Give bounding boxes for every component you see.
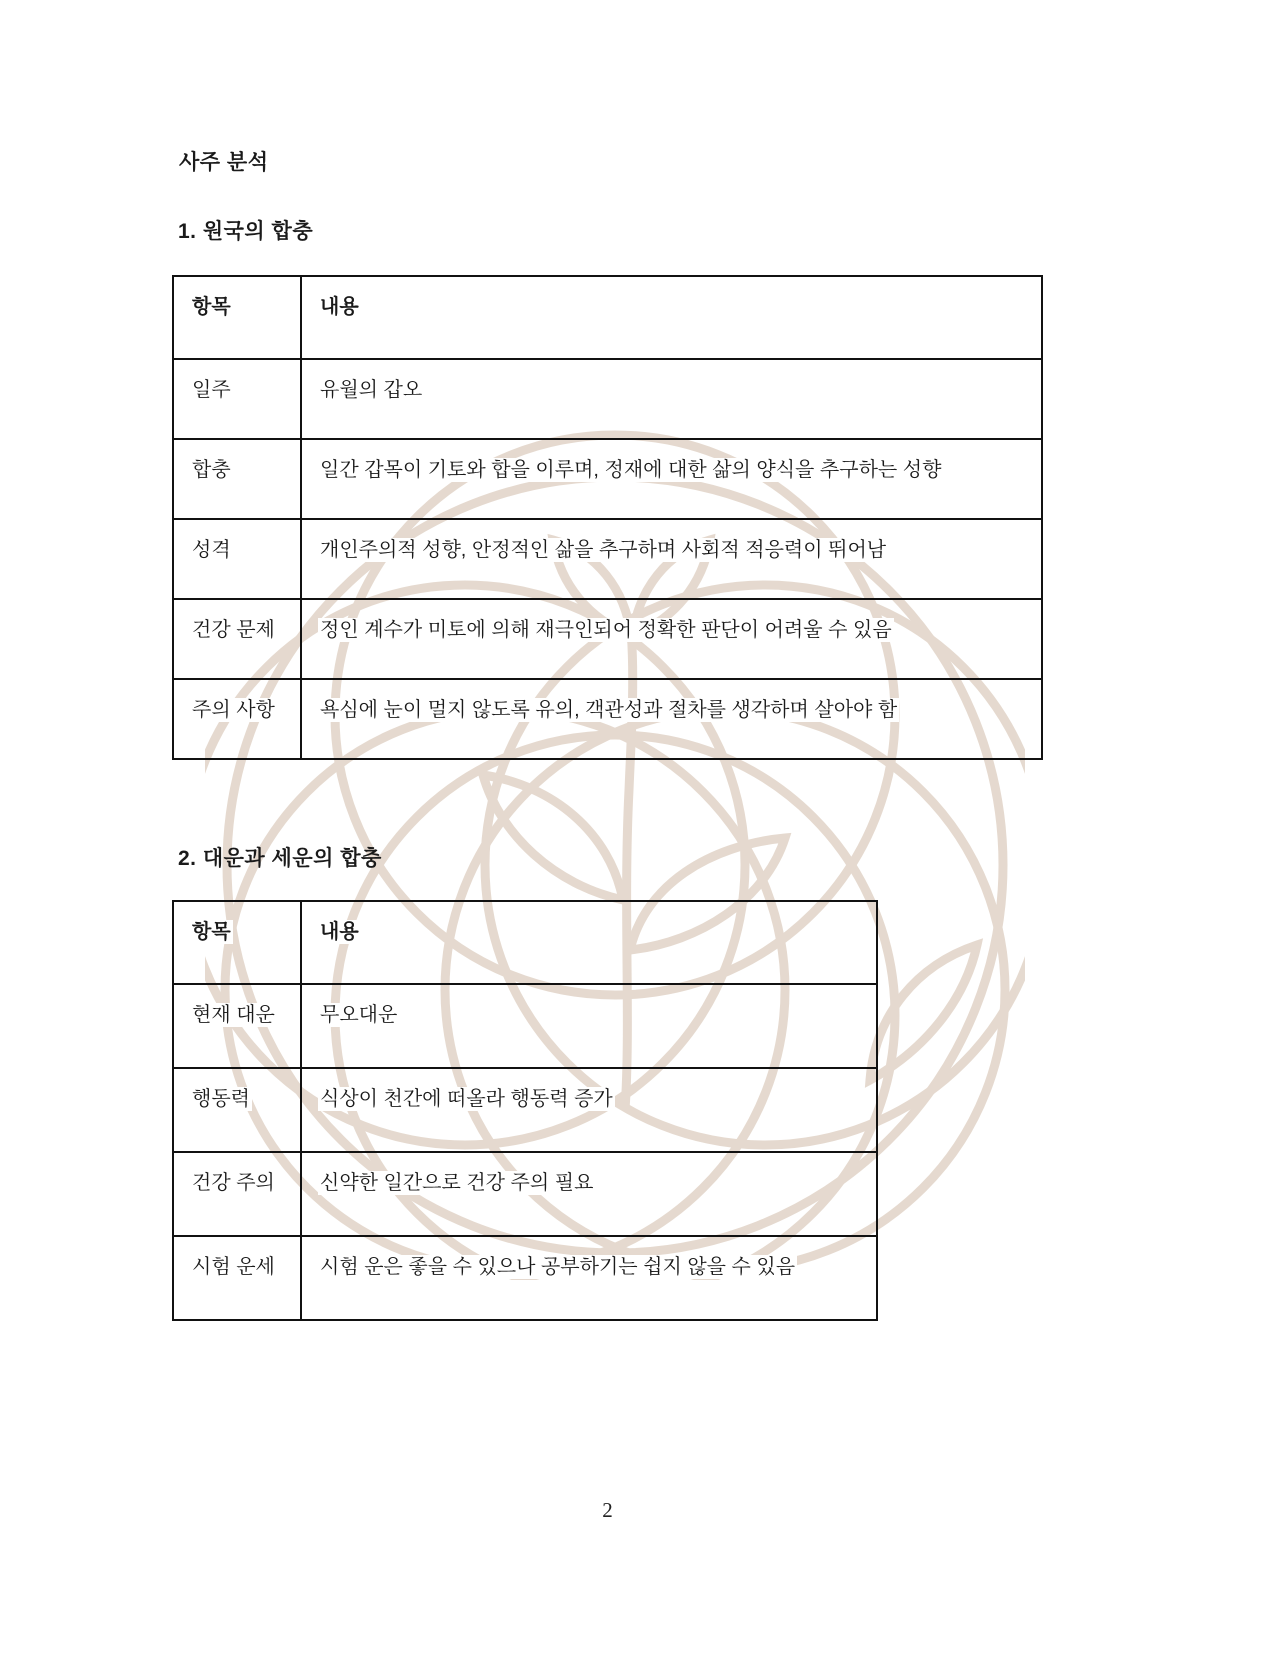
row-label-cell [173, 439, 301, 519]
table-row [173, 359, 1042, 439]
row-content: 신약한 일간으로 건강 주의 필요 [320, 1172, 594, 1194]
row-label: 일주 [192, 379, 231, 401]
row-content-cell [301, 599, 1042, 679]
table-row [173, 679, 1042, 759]
row-label: 건강 주의 [192, 1172, 275, 1194]
row-label: 건강 문제 [192, 619, 275, 641]
row-content: 유월의 갑오 [320, 379, 423, 401]
row-label-cell [173, 519, 301, 599]
column-header-label: 항목 [192, 296, 231, 318]
column-header-label: 내용 [320, 921, 359, 943]
row-content-cell [301, 519, 1042, 599]
table-row [173, 984, 877, 1068]
row-label-cell [173, 1152, 301, 1236]
row-content-cell [301, 359, 1042, 439]
column-header [301, 901, 877, 984]
column-header [173, 901, 301, 984]
row-content-cell [301, 1068, 877, 1152]
page-title: 사주 분석 [179, 151, 269, 174]
row-content: 무오대운 [320, 1004, 398, 1026]
row-label: 합충 [192, 459, 231, 481]
row-content: 정인 계수가 미토에 의해 재극인되어 정확한 판단이 어려울 수 있음 [320, 619, 892, 641]
row-label-cell [173, 359, 301, 439]
row-content-cell [301, 1236, 877, 1320]
row-label-cell [173, 679, 301, 759]
row-label: 시험 운세 [192, 1256, 275, 1278]
row-label: 성격 [192, 539, 231, 561]
row-content: 욕심에 눈이 멀지 않도록 유의, 객관성과 절차를 생각하며 살아야 함 [320, 699, 898, 721]
column-header [301, 276, 1042, 359]
row-content-cell [301, 439, 1042, 519]
row-label-cell [173, 1068, 301, 1152]
table-row [173, 1236, 877, 1320]
row-content: 개인주의적 성향, 안정적인 삶을 추구하며 사회적 적응력이 뛰어남 [320, 539, 887, 561]
column-header-label: 항목 [192, 921, 231, 943]
column-header-label: 내용 [320, 296, 359, 318]
section-2-heading: 2. 대운과 세운의 합충 [178, 847, 382, 870]
table-row [173, 1068, 877, 1152]
row-content: 식상이 천간에 떠올라 행동력 증가 [320, 1088, 613, 1110]
table-row [173, 439, 1042, 519]
page-number: 2 [602, 1498, 613, 1522]
table-wonguk-hapchung [172, 275, 1043, 760]
section-1-heading: 1. 원국의 합충 [178, 220, 314, 243]
header-row [173, 901, 877, 984]
row-label: 현재 대운 [192, 1004, 275, 1026]
row-content: 일간 갑목이 기토와 합을 이루며, 정재에 대한 삶의 양식을 추구하는 성향 [320, 459, 942, 481]
row-content: 시험 운은 좋을 수 있으나 공부하기는 쉽지 않을 수 있음 [320, 1256, 796, 1278]
header-row [173, 276, 1042, 359]
column-header [173, 276, 301, 359]
row-label: 주의 사항 [192, 699, 275, 721]
table-row [173, 1152, 877, 1236]
table-row [173, 599, 1042, 679]
row-content-cell [301, 984, 877, 1068]
row-label: 행동력 [192, 1088, 250, 1110]
row-content-cell [301, 679, 1042, 759]
row-label-cell [173, 1236, 301, 1320]
table-row [173, 519, 1042, 599]
row-label-cell [173, 599, 301, 679]
row-content-cell [301, 1152, 877, 1236]
table-daeun-seun-hapchung [172, 900, 878, 1321]
row-label-cell [173, 984, 301, 1068]
